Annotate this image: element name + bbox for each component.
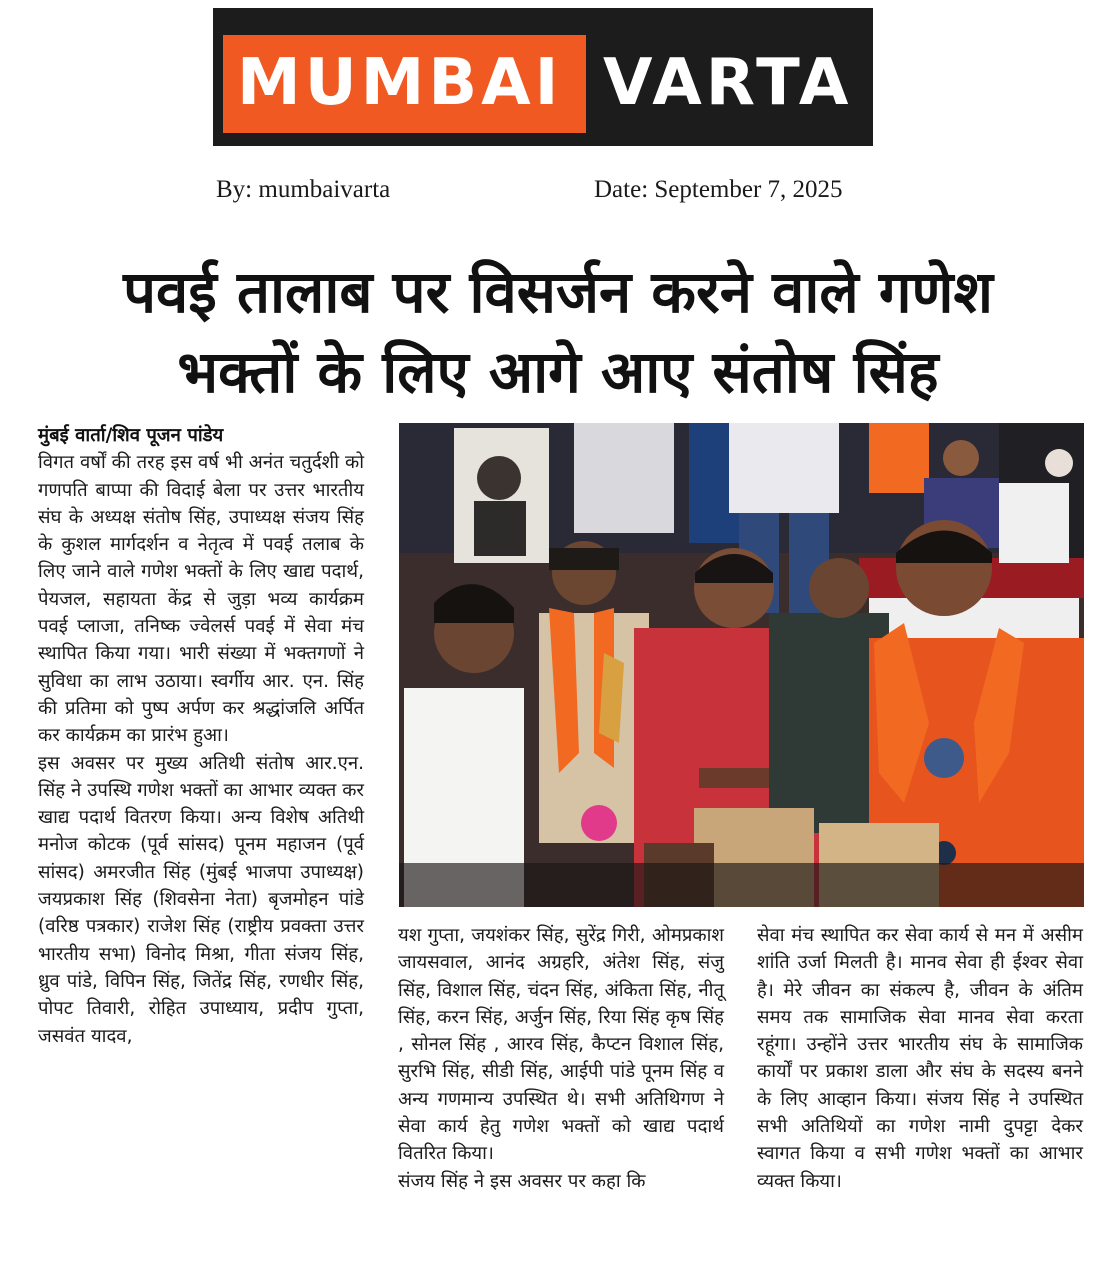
article-credit: मुंबई वार्ता/शिव पूजन पांडेय (38, 425, 224, 446)
article-paragraph: सेवा मंच स्थापित कर सेवा कार्य से मन में असीम शांति उर्जा मिलती है। मानव सेवा ही ईश्वर सेवा है। मेरे जीवन का संकल्प है, जीवन के अंतिम समय तक सामाजिक सेवा मानव सेवा करता रहूंगा। उन्होंने उत्तर भारतीय संघ के सामाजिक कार्यों पर प्रकाश डाला और संघ के सदस्य बनने के लिए आव्हान किया। संजय सिंह ने उपस्थित सभी अतिथियों का गणेश नामी दुपट्टा देकर स्वागत किया व सभी गणेश भक्तों का आभार व्यक्त किया। (757, 925, 1083, 1192)
article-paragraph: इस अवसर पर मुख्य अतिथी संतोष आर.एन. सिंह ने उपस्थि गणेश भक्तों का आभार व्यक्त कर खाद्य पदार्थ वितरण किया। अन्य विशेष अतिथी मनोज कोटक (पूर्व सांसद) पूनम महाजन (पूर्व सांसद) अमरजीत सिंह (मुंबई भाजपा उपाध्यक्ष) जयप्रकाश सिंह (शिवसेना नेता) बृजमोहन पांडे (वरिष्ठ पत्रकार) राजेश सिंह (राष्ट्रीय प्रवक्ता उत्तर भारतीय सभा) विनोद मिश्रा, गीता संजय सिंह, ध्रुव पांडे, विपिन सिंह, जितेंद्र सिंह, रणधीर सिंह, पोपट तिवारी, रोहित उपाध्याय, प्रदीप गुप्ता, जसवंत यादव, (38, 752, 364, 1047)
event-photo-illustration (399, 423, 1084, 907)
article-paragraph: यश गुप्ता, जयशंकर सिंह, सुरेंद्र गिरी, ओमप्रकाश जायसवाल, आनंद अग्रहरि, अंतेश सिंह, संजु सिंह, विशाल सिंह, चंदन सिंह, अंकिता सिंह, नीतू सिंह, करन सिंह, अर्जुन सिंह, रिया सिंह कृष सिंह , सोनल सिंह , आरव सिंह, कैप्टन विशाल सिंह, सुरभि सिंह, सीडी सिंह, आईपी पांडे पूनम सिंह व अन्य गणमान्य उपस्थित थे। सभी अतिथिगण ने सेवा कार्य हेतु गणेश भक्तों को खाद्य पदार्थ वितरित किया। (398, 925, 724, 1165)
event-photo (399, 423, 1084, 907)
logo-word-varta: VARTA (603, 46, 853, 120)
article-paragraph: संजय सिंह ने इस अवसर पर कहा कि (398, 1170, 646, 1192)
headline-line-1: पवई तालाब पर विसर्जन करने वाले गणेश (123, 258, 993, 326)
masthead-logo (213, 8, 873, 146)
headline (20, 252, 1096, 412)
article-column-1 (38, 422, 364, 1050)
byline: By: mumbaivarta (216, 176, 391, 203)
publish-date: Date: September 7, 2025 (594, 176, 843, 203)
article-column-3 (757, 922, 1083, 1195)
headline-line-2: भक्तों के लिए आगे आए संतोष सिंह (177, 338, 939, 406)
article-column-2 (398, 922, 724, 1195)
logo-word-mumbai: MUMBAI (237, 46, 563, 120)
article-paragraph: विगत वर्षों की तरह इस वर्ष भी अनंत चतुर्दशी को गणपति बाप्पा की विदाई बेला पर उत्तर भारतीय संघ के अध्यक्ष संतोष सिंह, उपाध्यक्ष संजय सिंह के कुशल मार्गदर्शन व नेतृत्व में पवई तलाब के लिए जाने वाले गणेश भक्तों के लिए खाद्य पदार्थ, पेयजल, सहायता केंद्र से जुड़ा भव्य कार्यक्रम पवई प्लाजा, तनिष्क ज्वेलर्स पवई में सेवा मंच स्थापित किया गया। भारी संख्या में भक्तगणों ने सुविधा का लाभ उठाया। स्वर्गीय आर. एन. सिंह की प्रतिमा को पुष्प अर्पण कर श्रद्धांजलि अर्पित कर कार्यक्रम का प्रारंभ हुआ। (38, 452, 364, 747)
